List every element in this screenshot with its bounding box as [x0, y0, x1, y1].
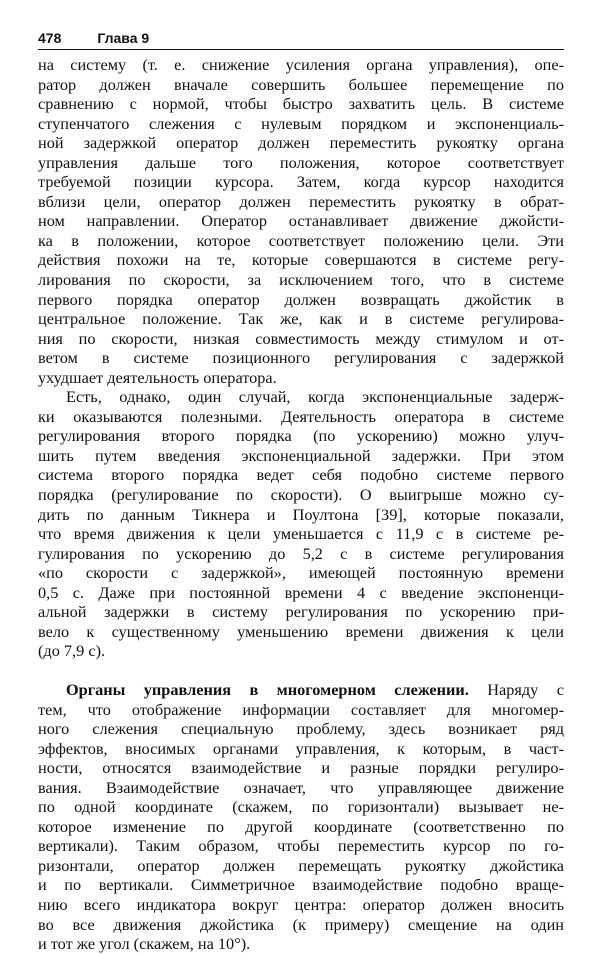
text-line: что время движения к цели уменьшается с 11,9 с в системе ре- [38, 524, 564, 544]
text-line: вертикали). Таким образом, чтобы переместить курсор по го- [38, 836, 564, 856]
text-line: (до 7,9 с). [38, 641, 106, 661]
section-title: Органы управления в многомерном слежении. [66, 679, 469, 699]
text-line: порядка (регулирование по скорости). О выигрыше можно су- [38, 485, 564, 505]
text-line: нию всего индикатора вокруг центра: оператор должен вносить [38, 894, 564, 914]
chapter-title: Глава 9 [97, 30, 150, 46]
text-line: которое изменение по другой координате (соответственно по [38, 816, 564, 836]
text-line: во все движения джойстика (к примеру) смещение на один [38, 914, 564, 934]
running-head [38, 30, 564, 50]
text-line: тем, что отображение информации составляет для многомер- [38, 699, 564, 719]
text-line: ухудшает деятельность оператора. [38, 367, 277, 387]
text-line: ветом в системе позиционного регулирования с задержкой [38, 348, 564, 368]
text-line: «по скорости с задержкой», имеющей постоянную времени [38, 563, 564, 583]
text-line: центральное положение. Так же, как и в системе регулирова- [38, 309, 564, 329]
text-line [38, 680, 564, 700]
paragraph-1 [38, 55, 564, 387]
text-line: лирования по скорости, за исключением того, что в системе [38, 270, 564, 290]
text-line: ном направлении. Оператор останавливает движение джойсти- [38, 211, 564, 231]
text-line: система второго порядка ведет себя подобно системе первого [38, 465, 564, 485]
paragraph-3 [38, 680, 564, 954]
text-line: и по вертикали. Симметричное взаимодействие подобно враще- [38, 875, 564, 895]
paragraph-2 [38, 387, 564, 661]
page-number: 478 [38, 30, 62, 46]
book-page [38, 30, 564, 954]
text-line: ной задержкой оператор должен переместить рукоятку органа [38, 133, 564, 153]
text-line: на систему (т. е. снижение усиления органа управления), опе- [38, 55, 564, 74]
text-line: регулирования второго порядка (по ускорению) можно улуч- [38, 426, 564, 446]
paragraph-spacer [38, 661, 564, 680]
text-line: действия похожи на те, которые совершаются в системе регу- [38, 250, 564, 270]
text-line: ризонтали, оператор должен перемещать рукоятку джойстика [38, 855, 564, 875]
text-line: ния по скорости, низкая совместимость между стимулом и от- [38, 328, 564, 348]
text-line: ратор должен вначале совершить большее перемещение по [38, 74, 564, 94]
text-line: ности, относятся взаимодействие и разные порядки регулиро- [38, 758, 564, 778]
text-line: первого порядка оператор должен возвращать джойстик в [38, 289, 564, 309]
text-line: по одной координате (скажем, по горизонтали) вызывает не- [38, 797, 564, 817]
text-line: ки оказываются полезными. Деятельность оператора в системе [38, 406, 564, 426]
text-line: дить по данным Тикнера и Поултона [39], которые показали, [38, 504, 564, 524]
text-line: 0,5 с. Даже при постоянной времени 4 с введение экспоненци- [38, 582, 564, 602]
text-line: эффектов, вносимых органами управления, к которым, в част- [38, 738, 564, 758]
text-line: альной задержки в систему регулирования по ускорению при- [38, 602, 564, 622]
text-line: ка в положении, которое соответствует положению цели. Эти [38, 230, 564, 250]
text-line: ного слежения специальную проблему, здесь возникает ряд [38, 719, 564, 739]
text-line: гулирования по ускорению до 5,2 с в системе регулирования [38, 543, 564, 563]
text-line: вело к существенному уменьшению времени движения к цели [38, 621, 564, 641]
text-fragment: Наряду с [468, 679, 564, 699]
text-line: вания. Взаимодействие означает, что управляющее движение [38, 777, 564, 797]
text-line: и тот же угол (скажем, на 10°). [38, 934, 251, 954]
text-line: сравнению с нормой, чтобы быстро захватить цель. В системе [38, 94, 564, 114]
text-line: требуемой позиции курсора. Затем, когда курсор находится [38, 172, 564, 192]
text-line: управления дальше того положения, которое соответствует [38, 152, 564, 172]
body-text [38, 55, 564, 954]
text-line: вблизи цели, оператор должен переместить рукоятку в обрат- [38, 191, 564, 211]
text-line: ступенчатого слежения с нулевым порядком и экспоненциаль- [38, 113, 564, 133]
text-line: Есть, однако, один случай, когда экспоненциальные задерж- [66, 387, 564, 407]
text-line: шить путем введения экспоненциальной задержки. При этом [38, 445, 564, 465]
